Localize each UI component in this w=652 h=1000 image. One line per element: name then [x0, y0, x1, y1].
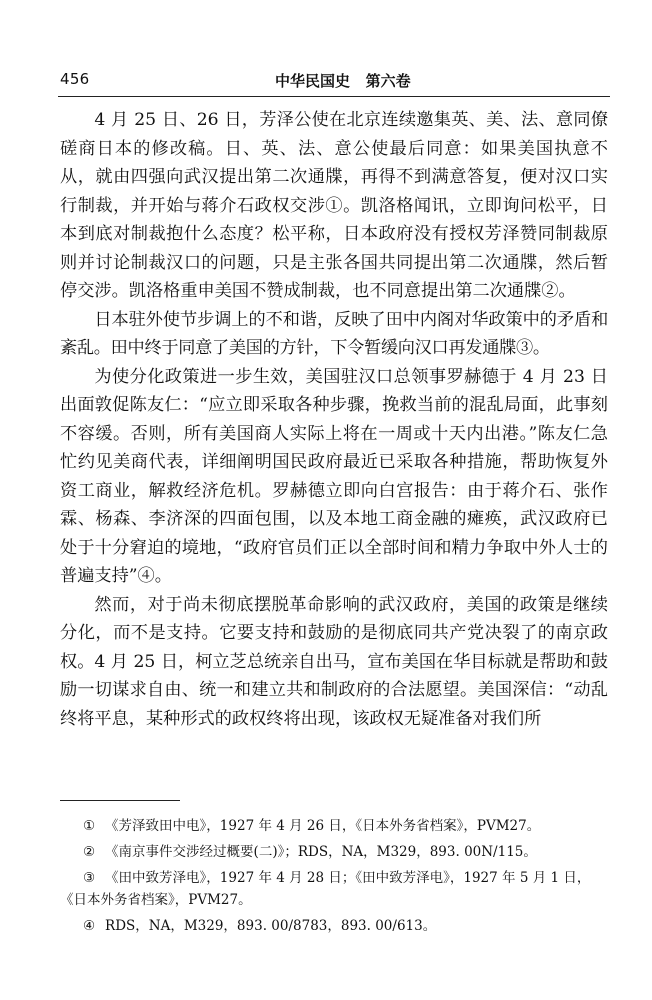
footnote-text: RDS，NA，M329，893. 00/8783，893. 00/613。 [105, 918, 437, 934]
footnote [60, 815, 608, 837]
page-number: 456 [60, 70, 90, 88]
footnote-rule [60, 800, 180, 801]
paragraph: 4 月 25 日、26 日，芳泽公使在北京连续邀集英、美、法、意同僚磋商日本的修改稿。日、英、法、意公使最后同意：如果美国执意不从，就由四强向武汉提出第二次通牒，再得不到满意答复，便对汉口实行制裁，并开始与蒋介石政权交涉①。凯洛格闻讯，立即询问松平，日本到底对制裁抱什么态度？松平称，日本政府没有授权芳泽赞同制裁原则并讨论制裁汉口的问题，只是主张各国共同提出第二次通牒，然后暂停交涉。凯洛格重申美国不赞成制裁，也不同意提出第二次通牒②。 [60, 110, 608, 301]
footnote-mark: ④ [82, 918, 96, 934]
footnote [60, 915, 608, 937]
footnote-text: 《南京事件交涉经过概要(二)》；RDS，NA，M329，893. 00N/115。 [105, 844, 537, 860]
footnotes [60, 815, 608, 941]
main-text [60, 106, 608, 733]
footnote-text: 《田中致芳泽电》，1927 年 4 月 28 日；《田中致芳泽电》，1927 年 5 月 1 日，《日本外务省档案》，PVM27。 [60, 870, 591, 908]
footnote-text: 《芳泽致田中电》，1927 年 4 月 26 日，《日本外务省档案》，PVM27。 [105, 818, 541, 834]
paragraph: 为使分化政策进一步生效，美国驻汉口总领事罗赫德于 4 月 23 日出面敦促陈友仁：“应立即采取各种步骤，挽救当前的混乱局面，此事刻不容缓。否则，所有美国商人实际上将在一周或十天内出港。”陈友仁急忙约见美商代表，详细阐明国民政府最近已采取各种措施，帮助恢复外资工商业，解救经济危机。罗赫德立即向白宫报告：由于蒋介石、张作霖、杨森、李济深的四面包围，以及本地工商金融的瘫痪，武汉政府已处于十分窘迫的境地，“政府官员们正以全部时间和精力争取中外人士的普遍支持”④。 [60, 366, 608, 586]
running-title: 中华民国史 第六卷 [275, 72, 411, 90]
footnote-mark: ① [82, 818, 96, 834]
footnote [60, 867, 608, 911]
footnote-mark: ③ [82, 870, 96, 886]
footnote [60, 841, 608, 863]
footnote-mark: ② [82, 844, 96, 860]
paragraph: 日本驻外使节步调上的不和谐，反映了田中内阁对华政策中的矛盾和紊乱。田中终于同意了美国的方针，下令暂缓向汉口再发通牒③。 [60, 309, 608, 358]
page-header [60, 70, 610, 94]
paragraph: 然而，对于尚未彻底摆脱革命影响的武汉政府，美国的政策是继续分化，而不是支持。它要支持和鼓励的是彻底同共产党决裂了的南京政权。4 月 25 日，柯立芝总统亲自出马，宣布美国在华目标就是帮助和鼓励一切谋求自由、统一和建立共和制政府的合法愿望。美国深信：“动乱终将平息，某种形式的政权终将出现，该政权无疑准备对我们所 [60, 594, 608, 729]
header-rule [58, 96, 610, 97]
